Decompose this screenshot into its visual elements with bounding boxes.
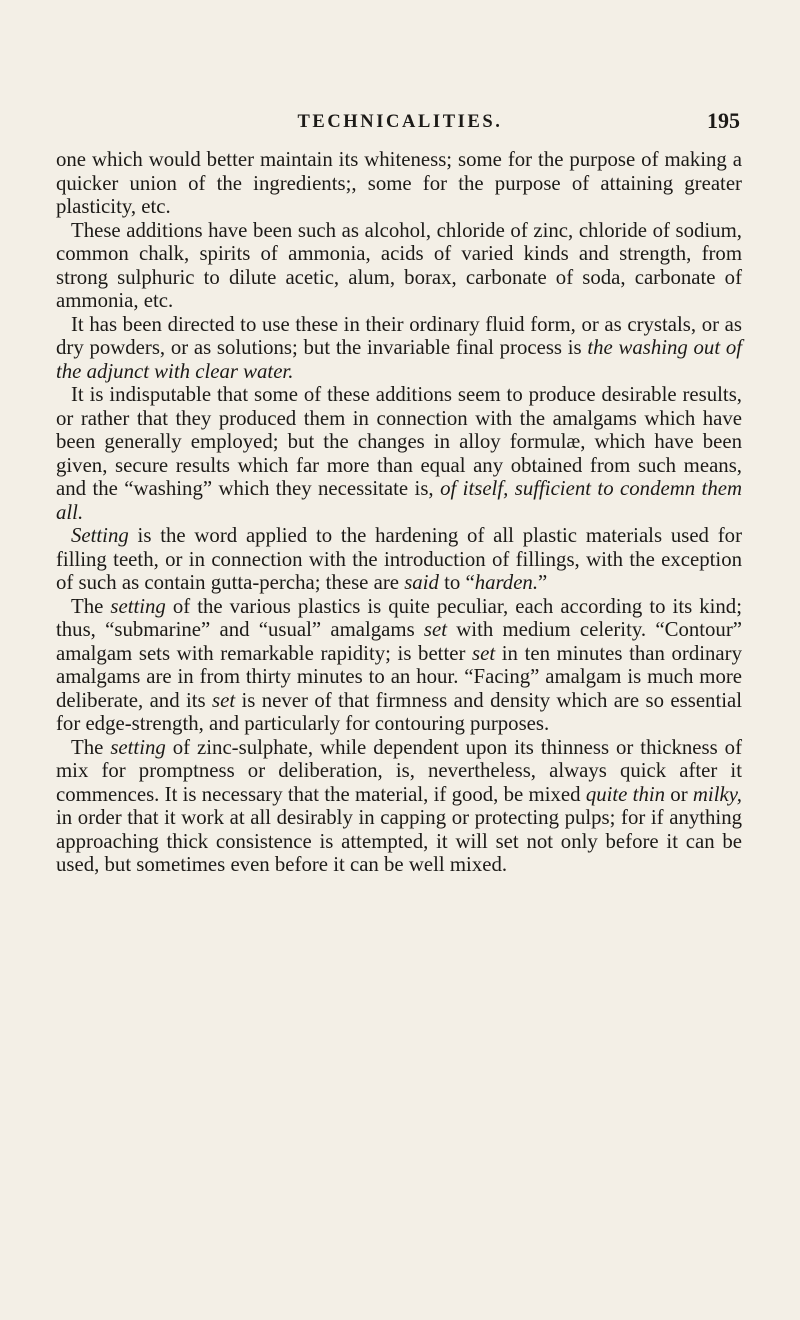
paragraph-3 xyxy=(56,313,742,384)
paragraph-4 xyxy=(56,383,742,524)
italic-text-run: set xyxy=(472,641,496,665)
text-run: is the word applied to the hardening of all plastic materials used for filling teeth, or in connection with the introduction of fillings, with the exception of such as contain gutta-percha; these are xyxy=(56,524,742,594)
italic-text-run: milky, xyxy=(692,782,742,806)
text-run: of zinc-sulphate, while dependent upon its thinness or thickness of mix for promptness or deliberation, is, nevertheless, always quick after it commences. It is necessary that the material, if good, be mixed xyxy=(56,735,742,806)
body-text xyxy=(56,148,742,877)
text-run: These additions have been such as alcohol, chloride of zinc, chloride of sodium, common chalk, spirits of ammonia, acids of varied kinds and strength, from strong sulphuric to dilute acetic, alum, borax, carbonate of soda, carbonate of ammonia, etc. xyxy=(56,218,742,312)
text-run: of the various plastics is quite peculiar, each according to its kind; thus, “submarine” and “usual” amalgams xyxy=(56,594,742,641)
italic-text-run: quite thin xyxy=(585,782,666,806)
running-head: TECHNICALITIES. xyxy=(297,112,503,132)
text-run: with medium celerity. “Contour” amalgam sets with remarkable rapidity; is better xyxy=(56,618,742,665)
text-run: in ten minutes than ordinary amalgams are in from thirty minutes to an hour. “Facing” amalgam is much more deliberate, and its xyxy=(56,641,742,712)
paragraph-2 xyxy=(56,219,742,313)
paragraph-5 xyxy=(56,524,742,595)
italic-text-run: the washing out of the adjunct with clear water. xyxy=(56,336,743,383)
page-number: 195 xyxy=(707,108,740,133)
text-run: to “ xyxy=(438,571,475,594)
text-run: It is indisputable that some of these additions seem to produce desirable results, or rather that they produced them in connection with the amalgams which have been generally employed; but the changes in alloy formulæ, which have been given, secure results which far more than equal any obtained from such means, and the “washing” which they necessitate is, xyxy=(56,383,742,500)
paragraph-1 xyxy=(56,148,742,219)
text-run: ” xyxy=(538,571,548,594)
text-run: one which would better maintain its whiteness; some for the purpose of making a quicker union of the ingredients;, some for the purpose of attaining greater plasticity, etc. xyxy=(56,148,742,218)
text-run: The xyxy=(71,594,111,618)
text-run: or xyxy=(665,782,693,806)
paragraph-7 xyxy=(56,736,742,877)
italic-text-run: harden. xyxy=(474,571,539,594)
italic-text-run: said xyxy=(404,571,439,594)
text-run: is never of that firmness and density which are so essential for edge-strength, and particularly for contouring purposes. xyxy=(56,688,743,735)
text-run: The xyxy=(71,735,111,759)
italic-text-run: of itself, sufficient to condemn them all. xyxy=(56,477,742,524)
italic-text-run: setting xyxy=(110,594,166,618)
italic-text-run: Setting xyxy=(71,524,129,547)
page-header xyxy=(60,108,740,138)
text-run: It has been directed to use these in their ordinary fluid form, or as crystals, or as dry powders, or as solutions; but the invariable final process is xyxy=(56,312,742,359)
italic-text-run: setting xyxy=(110,735,166,759)
italic-text-run: set xyxy=(423,618,448,641)
paragraph-6 xyxy=(56,595,742,736)
italic-text-run: set xyxy=(212,688,236,712)
text-run: in order that it work at all desirably in capping or protecting pulps; for if anything approaching thick consistence is attempted, it will set not only before it can be used, but sometimes even before it can be well mixed. xyxy=(56,806,742,876)
